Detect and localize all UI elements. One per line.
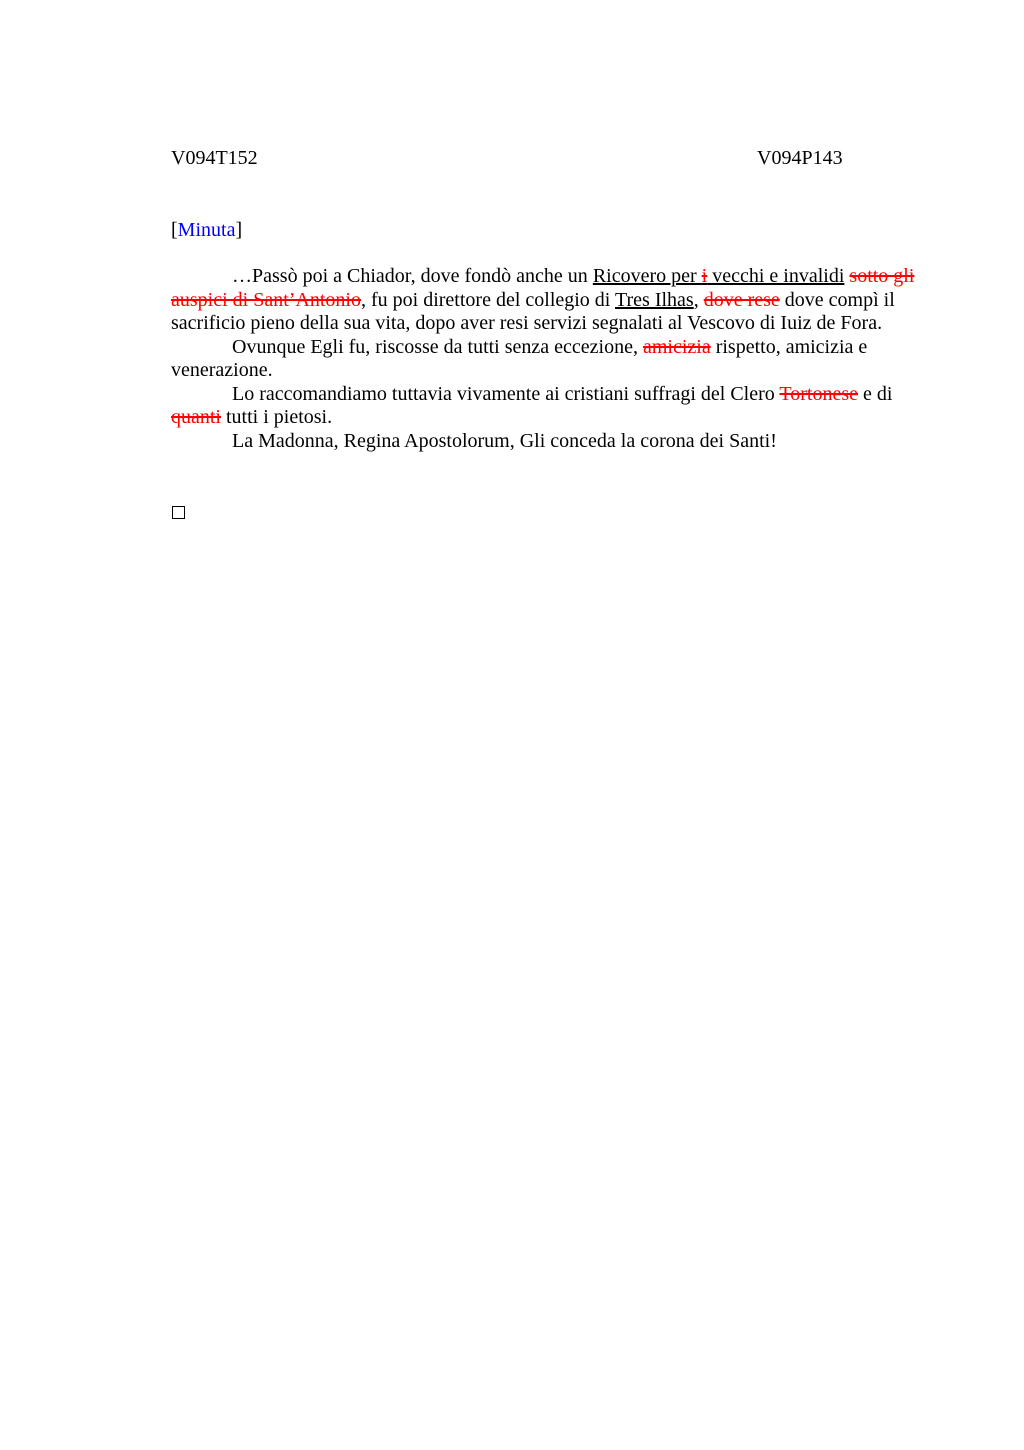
p2-text-2: rispetto, amicizia e venerazione.: [171, 335, 868, 381]
p3-text-2: e di: [858, 382, 893, 405]
p1-text-1: …Passò poi a Chiador, dove fondò anche un: [232, 265, 593, 287]
paragraph-1: [171, 265, 919, 336]
p1-text-5: dove compì il sacrificio pieno della sua vita, dopo aver resi servizi segnalati al Vescovo di Iuiz de Fora.: [171, 288, 895, 334]
minuta-open-bracket: [: [171, 219, 178, 241]
p1-text-4: ,: [693, 288, 704, 311]
p1-underlined-3: Tres Ilhas: [615, 288, 694, 311]
p3-deleted-1: Tortonese: [779, 382, 858, 405]
p1-deleted-2: dove rese: [703, 288, 780, 311]
document-code-right: V094P143: [757, 147, 843, 169]
p1-underlined-1: [593, 265, 845, 287]
paragraph-2: [171, 336, 919, 383]
p2-deleted-1: amicizia: [642, 335, 711, 358]
letter-body: [171, 265, 919, 453]
minuta-link[interactable]: Minuta: [177, 219, 236, 241]
p1-deleted-1: sotto gli auspici di Sant’Antonio: [171, 265, 915, 311]
paragraph-4: [171, 430, 919, 454]
p1-underlined-text-2: vecchi e invalidi: [707, 265, 845, 287]
minuta-label: [171, 218, 242, 242]
end-marker-box-icon: [172, 506, 185, 519]
p2-text-1: Ovunque Egli fu, riscosse da tutti senza eccezione,: [232, 335, 643, 358]
p1-deleted-article: i: [701, 265, 708, 287]
p1-text-3: , fu poi direttore del collegio di: [360, 288, 615, 311]
p3-deleted-2: quanti: [171, 406, 221, 428]
minuta-close-bracket: ]: [235, 219, 243, 241]
p1-underlined-text-1: Ricovero per: [592, 265, 702, 287]
p3-text-3: tutti i pietosi.: [221, 406, 333, 428]
document-code-left: V094T152: [171, 147, 258, 169]
p4-text-1: La Madonna, Regina Apostolorum, Gli conceda la corona dei Santi!: [232, 429, 777, 452]
paragraph-3: [171, 383, 919, 430]
p3-text-1: Lo raccomandiamo tuttavia vivamente ai cristiani suffragi del Clero: [232, 382, 780, 405]
